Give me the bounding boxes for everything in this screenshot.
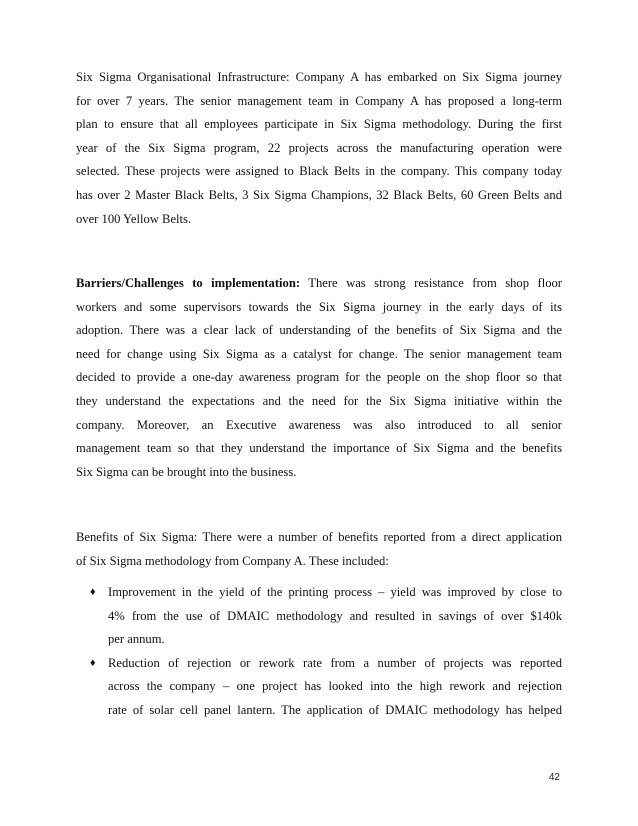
paragraph-infrastructure xyxy=(76,66,562,231)
text-line: Benefits of Six Sigma: There were a number of benefits reported from a direct application xyxy=(76,530,562,544)
page-number: 42 xyxy=(548,772,560,783)
section-heading: Barriers/Challenges to implementation: xyxy=(76,276,301,290)
text-line xyxy=(76,272,562,296)
text-line: Six Sigma Organisational Infrastructure: Company A has embarked on Six Sigma journey xyxy=(76,70,562,84)
diamond-bullet-icon: ♦ xyxy=(90,656,96,669)
text-line: Six Sigma can be brought into the business. xyxy=(76,464,297,479)
text-line: Reduction of rejection or rework rate from a number of projects was reported xyxy=(108,655,562,670)
text-line: has over 2 Master Black Belts, 3 Six Sigma Champions, 32 Black Belts, 60 Green Belts and xyxy=(76,187,562,202)
text-fragment: There was strong resistance from shop floor xyxy=(300,276,562,290)
paragraph-barriers xyxy=(76,272,562,484)
text-line: decided to provide a one-day awareness program for the people on the shop floor so that xyxy=(76,370,562,385)
text-line: of Six Sigma methodology from Company A. These included: xyxy=(76,553,389,568)
text-line: company. Moreover, an Executive awareness was also introduced to all senior xyxy=(76,417,562,432)
list-item xyxy=(90,652,562,723)
text-line: 4% from the use of DMAIC methodology and resulted in savings of over $140k xyxy=(108,608,562,623)
text-line: selected. These projects were assigned to Black Belts in the company. This company today xyxy=(76,164,562,179)
text-line: they understand the expectations and the need for the Six Sigma initiative within the xyxy=(76,393,562,408)
text-line: adoption. There was a clear lack of understanding of the benefits of Six Sigma and the xyxy=(76,323,562,338)
text-line: year of the Six Sigma program, 22 projects across the manufacturing operation were xyxy=(76,140,562,155)
text-line: Improvement in the yield of the printing process – yield was improved by close to xyxy=(108,585,562,599)
text-line: for over 7 years. The senior management team in Company A has proposed a long-term xyxy=(76,93,562,108)
text-line: over 100 Yellow Belts. xyxy=(76,211,192,226)
text-line: across the company – one project has looked into the high rework and rejection xyxy=(108,679,562,694)
text-line: per annum. xyxy=(108,632,165,647)
text-line: management team so that they understand the importance of Six Sigma and the benefits xyxy=(76,441,562,456)
list-item xyxy=(90,581,562,652)
text-line: rate of solar cell panel lantern. The application of DMAIC methodology has helped xyxy=(108,702,562,717)
diamond-bullet-icon: ♦ xyxy=(90,586,96,598)
paragraph-benefits xyxy=(76,526,562,573)
benefits-list xyxy=(90,581,562,723)
text-line: workers and some supervisors towards the Six Sigma journey in the early days of its xyxy=(76,299,562,314)
text-line: plan to ensure that all employees participate in Six Sigma methodology. During the first xyxy=(76,117,562,132)
text-line: need for change using Six Sigma as a catalyst for change. The senior management team xyxy=(76,346,562,361)
